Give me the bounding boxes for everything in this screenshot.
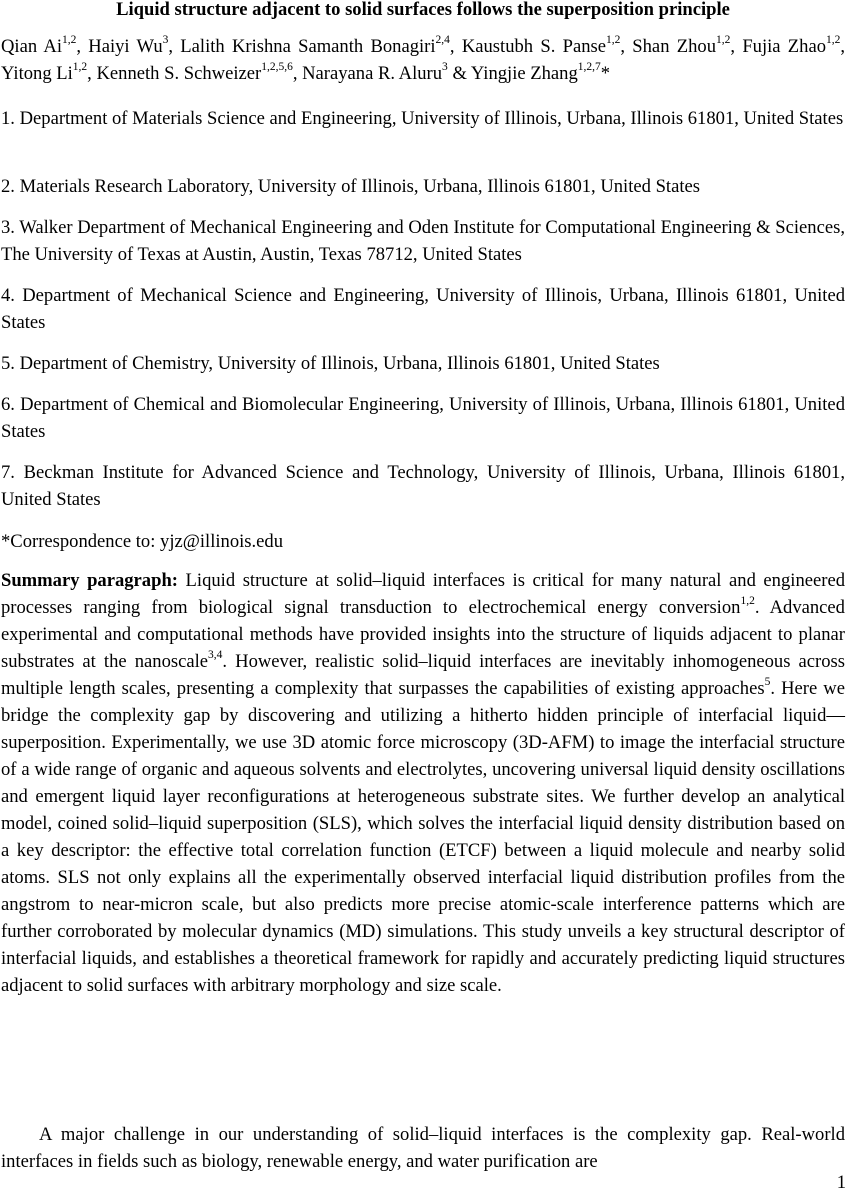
author-name: Kenneth S. Schweizer bbox=[96, 63, 262, 84]
paper-title: Liquid structure adjacent to solid surfaces follows the superposition principle bbox=[116, 0, 730, 20]
affiliation-3: 3. Walker Department of Mechanical Engineering and Oden Institute for Computational Engineering & Sciences, The University of Texas at Austin, Austin, Texas 78712, United States bbox=[1, 217, 845, 265]
author-name: Kaustubh S. Panse bbox=[461, 36, 606, 57]
author-affiliation-mark: 2,4 bbox=[435, 33, 450, 46]
summary-text: Liquid structure at solid–liquid interfaces is critical for many natural and engineered processes ranging from biological signal transduction to electrochemical energy conversion bbox=[1, 570, 845, 618]
author-affiliation-mark: 1,2,5,6 bbox=[261, 60, 293, 73]
author-affiliation-mark: 1,2 bbox=[72, 60, 88, 73]
citation: 3,4 bbox=[208, 648, 223, 661]
author-name: Lalith Krishna Samanth Bonagiri bbox=[180, 36, 436, 57]
affiliation-6: 6. Department of Chemical and Biomolecular Engineering, University of Illinois, Urbana, Illinois 61801, United States bbox=[1, 394, 845, 442]
author-list: Qian Ai$^{1,2}$, Haiyi Wu$^3$, Lalith Krishna Samanth Bonagiri$^{2,4}$, Kaustubh S. Panse$^{1,2}$, Shan Zhou$^{1,2}$, Fujia Zhao$^{1,2}$, Yitong Li$^{1,2}$, Kenneth S. Schweizer$^{1,2,5,6}$, Narayana R. Aluru$^3$ & Yingjie Zhang$^{1,2,7}$* bbox=[1, 33, 846, 84]
page-number: 1 bbox=[836, 1172, 846, 1193]
author-name: Haiyi Wu bbox=[88, 36, 163, 57]
author-affiliation-mark: 1,2,7 bbox=[577, 60, 601, 73]
summary-text: . Advanced experimental and computational methods have provided insights into the structure of liquids adjacent to planar substrates at the nanoscale bbox=[1, 597, 845, 672]
author-name: Yingjie Zhang bbox=[470, 63, 578, 84]
affiliation-4: 4. Department of Mechanical Science and Engineering, University of Illinois, Urbana, Illinois 61801, United States bbox=[1, 285, 845, 333]
correspondence: *Correspondence to: yjz@illinois.edu bbox=[1, 531, 284, 552]
summary-text: . Here we bridge the complexity gap by discovering and utilizing a hitherto hidden principle of interfacial liquid—superposition. Experimentally, we use 3D atomic force microscopy (3D-AFM) to image the interfacial structure of a wide range of organic and aqueous solvents and electrolytes, uncovering universal liquid density oscillations and emergent liquid layer reconfigurations at heterogeneous substrate sites. We further develop an analytical model, coined solid–liquid superposition (SLS), which solves the interfacial liquid density distribution based on a key descriptor: the effective total correlation function (ETCF) between a liquid molecule and nearby solid atoms. SLS not only explains all the experimentally observed interfacial liquid distribution profiles from the angstrom to near-micron scale, but also predicts more precise atomic-scale interference patterns which are further corroborated by molecular dynamics (MD) simulations. This study unveils a key structural descriptor of interfacial liquids, and establishes a theoretical framework for rapidly and accurately predicting liquid structures adjacent to solid surfaces with arbitrary morphology and size scale. bbox=[1, 678, 845, 996]
summary-text: . However, realistic solid–liquid interfaces are inevitably inhomogeneous across multiple length scales, presenting a complexity that surpasses the capabilities of existing approaches bbox=[1, 651, 846, 699]
author-name: Shan Zhou bbox=[632, 36, 717, 57]
intro-paragraph: A major challenge in our understanding of solid–liquid interfaces is the complexity gap. Real-world interfaces in fields such as biology, renewable energy, and water purification are bbox=[1, 1124, 845, 1172]
author-affiliation-mark: 3 bbox=[162, 33, 169, 46]
citation: 1,2 bbox=[740, 594, 755, 607]
author-affiliation-mark: 1,2 bbox=[716, 33, 731, 46]
author-affiliation-mark: 3 bbox=[442, 60, 448, 73]
summary-label: Summary paragraph: bbox=[1, 570, 178, 591]
author-name: Fujia Zhao bbox=[742, 36, 827, 57]
author-name: Qian Ai bbox=[1, 36, 62, 57]
author-affiliation-mark: 1,2 bbox=[61, 33, 77, 46]
affiliation-2: 2. Materials Research Laboratory, University of Illinois, Urbana, Illinois 61801, United States bbox=[1, 176, 700, 197]
author-name: Yitong Li bbox=[1, 63, 73, 84]
affiliation-5: 5. Department of Chemistry, University of Illinois, Urbana, Illinois 61801, United States bbox=[1, 353, 660, 374]
author-affiliation-mark: 1,2 bbox=[826, 33, 841, 46]
summary-paragraph bbox=[1, 567, 845, 999]
citation: 5 bbox=[764, 675, 771, 688]
author-name: Narayana R. Aluru bbox=[302, 63, 443, 84]
affiliation-1: 1. Department of Materials Science and Engineering, University of Illinois, Urbana, Illinois 61801, United States bbox=[1, 108, 844, 129]
affiliation-7: 7. Beckman Institute for Advanced Science and Technology, University of Illinois, Urbana, Illinois 61801, United States bbox=[1, 462, 845, 510]
author-affiliation-mark: 1,2 bbox=[606, 33, 621, 46]
